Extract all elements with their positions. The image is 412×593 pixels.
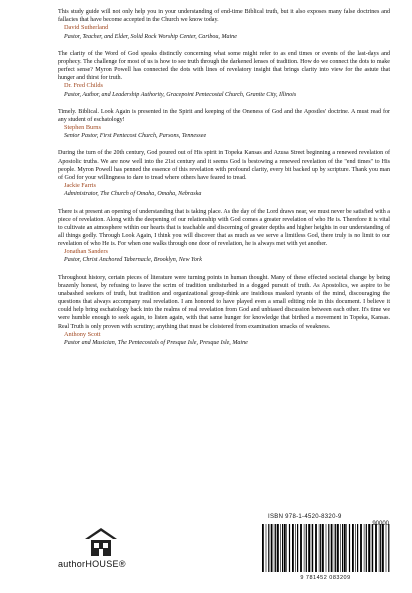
endorser-name: Dr. Fred Childs: [64, 82, 104, 90]
endorsement: [58, 274, 390, 348]
price-code: 90000: [372, 521, 389, 527]
endorsement-quote: There is at present an opening of understanding that is taking place. As the day of the Lord draws near, we must never be satisfied with a piece of revelation. Along with the deepening of our relationship with God comes a greater revelation of who He is. Therefore it is vital to cultivate an atmosphere within our hearts that is teachable and discerning of greater depths and higher heights in our understanding of all things godly. Through Look Again, I think you will discover that as much as we serve a limitless God, there truly is no limit to our revelation of who He is. For when one walks through one door of revelation, he is always met with yet another.: [58, 208, 390, 248]
endorser-role: Senior Pastor, First Pentecost Church, Parsons, Tennessee: [64, 133, 207, 140]
endorser-name: Jonathan Sanders: [64, 248, 108, 256]
endorsement: [58, 50, 390, 99]
barcode-icon: [258, 524, 393, 574]
endorser-name: Stephen Burns: [64, 124, 101, 132]
endorsement: [58, 8, 390, 41]
endorser-role: Pastor, Author, and Leadership Authority, Gracepoint Pentecostal Church, Granite City, Illinois: [64, 91, 297, 98]
barcode-digits: 9 781452 083209: [300, 575, 351, 581]
endorsement-quote: Throughout history, certain pieces of literature were turning points in human thought. Many of these effected societal change by being brazenly honest, by refusing to leave the scrim of tradition undisturbed in a dogged pursuit of truth. As Apostolics, we aspire to be unabashed seekers of truth, but tradition and organizational group-think are insidious masked tyrants of the mind, discouraging the questions that always accompany real revelation. I am honored to have played even a small editing role in this document. I believe it could help bring eschatology back into the realms of real revelation from God and unbiased discussion between each other. It's time we were humble enough to seek again, to listen again, with that same hunger for knowledge that birthed a movement in Topeka, Kansas. Real Truth is only proven with scrutiny; anything that must be cloistered from examination smacks of weakness.: [58, 274, 390, 330]
publisher-name: authorHOUSE®: [58, 559, 126, 569]
endorsement: [58, 149, 390, 198]
endorsement-quote: During the turn of the 20th century, God poured out of His spirit in Topeka Kansas and Azusa Street beginning a renewed revelation of Apostolic truths. We are now well into the 21st century and it seems God is bestowing a renewed revelation of the "end times" to His people. Myron Powell has penned the essence of this revelation with profound clarity, every bit backed up by scripture. Thank you man of God for your willingness to dare to tread where others have feared to tread.: [58, 150, 390, 181]
isbn-text: ISBN 978-1-4520-8320-9: [268, 514, 342, 520]
endorser-role: Pastor and Musician, The Pentecostals of Presque Isle, Presque Isle, Maine: [64, 339, 248, 346]
house-icon: [84, 527, 118, 557]
endorsement-quote: This study guide will not only help you in your understanding of end-time Biblical truth, but it also exposes many false doctrines and fallacies that have become accepted in the Church we know today.: [58, 9, 390, 24]
endorsement: [58, 108, 390, 141]
endorser-role: Pastor, Christ Anchored Tabernacle, Brooklyn, New York: [64, 257, 202, 264]
endorser-name: David Sutherland: [64, 24, 109, 32]
endorser-name: Anthony Scott: [64, 330, 101, 338]
endorser-role: Pastor, Teacher, and Elder, Solid Rock Worship Center, Caribou, Maine: [64, 33, 237, 40]
endorsement-list: [58, 8, 390, 347]
endorsement: [58, 208, 390, 265]
barcode-block: [258, 514, 393, 581]
endorsement-quote: Timely. Biblical. Look Again is presented in the Spirit and keeping of the Oneness of God and the Apostles' doctrine. A must read for any student of eschatology!: [58, 108, 390, 123]
endorsement-quote: The clarity of the Word of God speaks distinctly concerning what some might refer to as end times or events of the last-days and prophecy. The challenge for most of us is how to see truth through the darkened lenses of tradition. How do we connect the dots to make perfect sense? Myron Powell has connected the dots with lines of revelatory insight that brings clarity into view for the astute that hunger and thirst for truth.: [58, 50, 390, 82]
endorser-name: Jackie Farris: [64, 182, 96, 190]
endorser-role: Administrator, The Church of Omaha, Omaha, Nebraska: [64, 191, 202, 198]
publisher-logo: [58, 527, 148, 569]
